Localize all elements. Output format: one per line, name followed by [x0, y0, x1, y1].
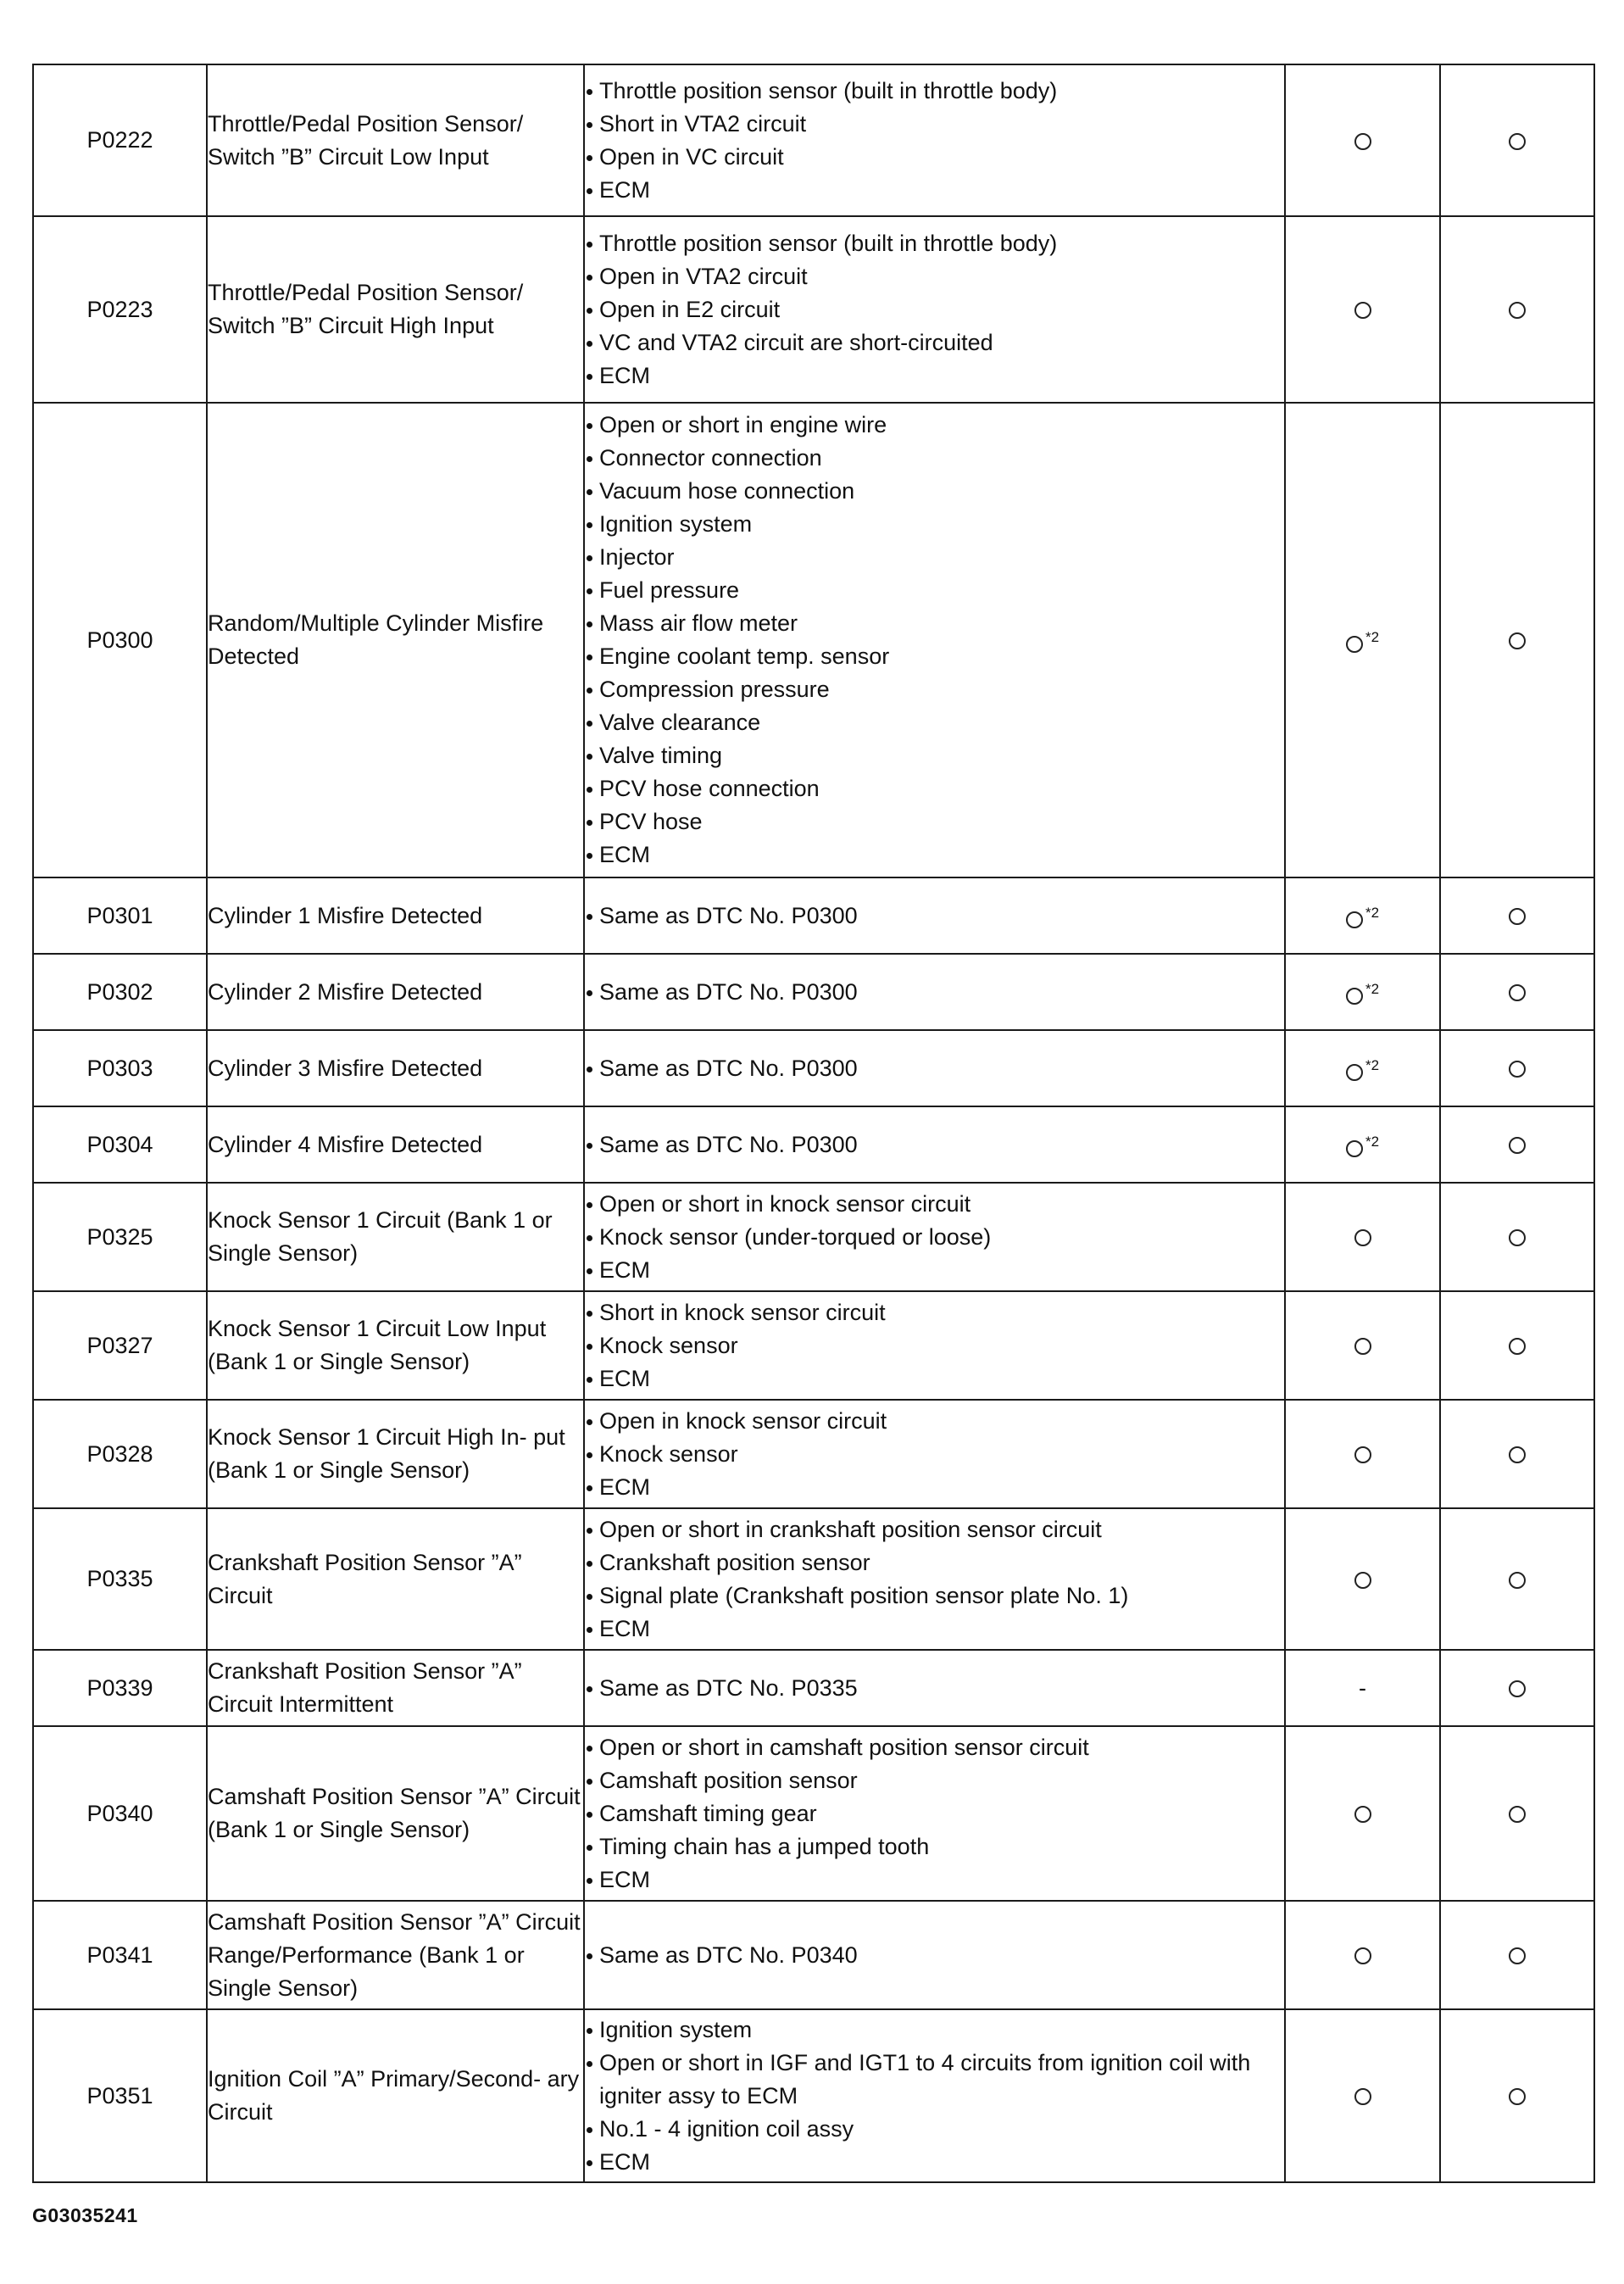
trouble-area-item: Open or short in camshaft position sensor circuit: [585, 1731, 1284, 1764]
trouble-area-item: Open in E2 circuit: [585, 293, 1284, 326]
circle-icon: [1354, 1229, 1371, 1246]
trouble-area-item: Valve timing: [585, 739, 1284, 772]
trouble-area-item: Knock sensor: [585, 1438, 1284, 1471]
table-row: [33, 64, 1594, 216]
dtc-code: P0301: [33, 877, 207, 954]
circle-icon: [1509, 984, 1526, 1001]
trouble-area-item: Short in knock sensor circuit: [585, 1296, 1284, 1329]
trouble-area: [584, 216, 1285, 403]
circle-icon: [1354, 302, 1371, 319]
footnote-mark: *2: [1365, 1057, 1380, 1073]
detection-item: Camshaft Position Sensor ”A” Circuit Range/Performance (Bank 1 or Single Sensor): [207, 1901, 584, 2009]
memory-indicator: [1440, 2009, 1594, 2182]
table-row: [33, 1183, 1594, 1291]
dtc-code: P0341: [33, 1901, 207, 2009]
memory-indicator: [1440, 1901, 1594, 2009]
circle-icon: [1509, 1806, 1526, 1823]
circle-icon: [1346, 636, 1363, 653]
trouble-area-item: Fuel pressure: [585, 574, 1284, 607]
trouble-area-item: Timing chain has a jumped tooth: [585, 1830, 1284, 1863]
trouble-area: [584, 1650, 1285, 1726]
dash-mark: -: [1359, 1674, 1366, 1701]
trouble-area-item: PCV hose connection: [585, 772, 1284, 805]
mil-indicator: [1285, 1030, 1440, 1106]
mil-indicator: [1285, 1650, 1440, 1726]
circle-icon: [1509, 1680, 1526, 1697]
trouble-area-item: Same as DTC No. P0340: [585, 1939, 1284, 1972]
detection-item: Throttle/Pedal Position Sensor/ Switch ”B” Circuit High Input: [207, 216, 584, 403]
mil-indicator: [1285, 877, 1440, 954]
trouble-area: [584, 1183, 1285, 1291]
trouble-area-item: ECM: [585, 1471, 1284, 1504]
trouble-area-item: ECM: [585, 2146, 1284, 2179]
dtc-code: P0325: [33, 1183, 207, 1291]
trouble-area: [584, 1726, 1285, 1901]
mil-indicator: [1285, 954, 1440, 1030]
memory-indicator: [1440, 1508, 1594, 1650]
trouble-area-item: VC and VTA2 circuit are short-circuited: [585, 326, 1284, 359]
circle-icon: [1354, 2088, 1371, 2105]
footnote-mark: *2: [1365, 1134, 1380, 1150]
mil-indicator: [1285, 1901, 1440, 2009]
detection-item: Camshaft Position Sensor ”A” Circuit (Bank 1 or Single Sensor): [207, 1726, 584, 1901]
trouble-area-item: ECM: [585, 1362, 1284, 1395]
trouble-area-item: Throttle position sensor (built in throttle body): [585, 75, 1284, 108]
trouble-area-item: Compression pressure: [585, 673, 1284, 706]
mil-indicator: [1285, 403, 1440, 877]
memory-indicator: [1440, 216, 1594, 403]
trouble-area: [584, 64, 1285, 216]
circle-icon: [1354, 1572, 1371, 1589]
circle-icon: [1509, 1338, 1526, 1355]
footnote-mark: *2: [1365, 629, 1380, 645]
circle-icon: [1346, 988, 1363, 1005]
table-row: [33, 1106, 1594, 1183]
mil-indicator: [1285, 1106, 1440, 1183]
memory-indicator: [1440, 403, 1594, 877]
detection-item: Crankshaft Position Sensor ”A” Circuit Intermittent: [207, 1650, 584, 1726]
figure-id: G03035241: [32, 2204, 138, 2226]
trouble-area-item: Injector: [585, 541, 1284, 574]
trouble-area-item: Open in VC circuit: [585, 141, 1284, 174]
mil-indicator: [1285, 2009, 1440, 2182]
circle-icon: [1354, 1947, 1371, 1964]
trouble-area-item: Camshaft position sensor: [585, 1764, 1284, 1797]
circle-icon: [1509, 302, 1526, 319]
trouble-area-item: Mass air flow meter: [585, 607, 1284, 640]
dtc-code: P0328: [33, 1400, 207, 1508]
table-row: [33, 1030, 1594, 1106]
trouble-area-item: ECM: [585, 1254, 1284, 1287]
footnote-mark: *2: [1365, 981, 1380, 997]
mil-indicator: [1285, 1726, 1440, 1901]
trouble-area-item: Same as DTC No. P0300: [585, 976, 1284, 1009]
circle-icon: [1509, 1446, 1526, 1463]
trouble-area: [584, 403, 1285, 877]
trouble-area-item: Same as DTC No. P0300: [585, 1128, 1284, 1161]
mil-indicator: [1285, 1400, 1440, 1508]
circle-icon: [1354, 1446, 1371, 1463]
trouble-area-item: ECM: [585, 838, 1284, 872]
table-row: [33, 403, 1594, 877]
circle-icon: [1509, 908, 1526, 925]
trouble-area-item: Knock sensor (under-torqued or loose): [585, 1221, 1284, 1254]
mil-indicator: [1285, 1291, 1440, 1400]
dtc-table: [32, 64, 1595, 2183]
dtc-code: P0302: [33, 954, 207, 1030]
detection-item: Knock Sensor 1 Circuit Low Input (Bank 1 or Single Sensor): [207, 1291, 584, 1400]
table-row: [33, 2009, 1594, 2182]
trouble-area-item: Open in VTA2 circuit: [585, 260, 1284, 293]
trouble-area-item: Same as DTC No. P0300: [585, 900, 1284, 933]
memory-indicator: [1440, 1726, 1594, 1901]
table-row: [33, 1726, 1594, 1901]
trouble-area-item: Short in VTA2 circuit: [585, 108, 1284, 141]
table-row: [33, 216, 1594, 403]
detection-item: Ignition Coil ”A” Primary/Second- ary Circuit: [207, 2009, 584, 2182]
table-row: [33, 1508, 1594, 1650]
table-row: [33, 877, 1594, 954]
mil-indicator: [1285, 1508, 1440, 1650]
table-row: [33, 954, 1594, 1030]
circle-icon: [1509, 1229, 1526, 1246]
memory-indicator: [1440, 954, 1594, 1030]
memory-indicator: [1440, 1106, 1594, 1183]
memory-indicator: [1440, 1650, 1594, 1726]
memory-indicator: [1440, 1291, 1594, 1400]
dtc-code: P0222: [33, 64, 207, 216]
trouble-area-item: Valve clearance: [585, 706, 1284, 739]
table-row: [33, 1901, 1594, 2009]
trouble-area-item: PCV hose: [585, 805, 1284, 838]
detection-item: Cylinder 2 Misfire Detected: [207, 954, 584, 1030]
circle-icon: [1509, 1137, 1526, 1154]
trouble-area-item: No.1 - 4 ignition coil assy: [585, 2113, 1284, 2146]
memory-indicator: [1440, 1030, 1594, 1106]
trouble-area-item: Knock sensor: [585, 1329, 1284, 1362]
table-row: [33, 1291, 1594, 1400]
detection-item: Cylinder 3 Misfire Detected: [207, 1030, 584, 1106]
trouble-area-item: ECM: [585, 1613, 1284, 1646]
circle-icon: [1509, 1572, 1526, 1589]
trouble-area-item: Signal plate (Crankshaft position sensor plate No. 1): [585, 1579, 1284, 1613]
memory-indicator: [1440, 1400, 1594, 1508]
circle-icon: [1354, 1806, 1371, 1823]
detection-item: Cylinder 1 Misfire Detected: [207, 877, 584, 954]
table-row: [33, 1650, 1594, 1726]
detection-item: Knock Sensor 1 Circuit High In- put (Bank 1 or Single Sensor): [207, 1400, 584, 1508]
detection-item: Cylinder 4 Misfire Detected: [207, 1106, 584, 1183]
dtc-code: P0327: [33, 1291, 207, 1400]
trouble-area-item: Ignition system: [585, 2014, 1284, 2047]
trouble-area-item: Crankshaft position sensor: [585, 1546, 1284, 1579]
detection-item: Random/Multiple Cylinder Misfire Detected: [207, 403, 584, 877]
circle-icon: [1346, 1064, 1363, 1081]
trouble-area-item: Vacuum hose connection: [585, 475, 1284, 508]
circle-icon: [1509, 632, 1526, 649]
dtc-code: P0339: [33, 1650, 207, 1726]
trouble-area-item: Same as DTC No. P0300: [585, 1052, 1284, 1085]
circle-icon: [1509, 1947, 1526, 1964]
memory-indicator: [1440, 64, 1594, 216]
circle-icon: [1354, 1338, 1371, 1355]
trouble-area: [584, 1030, 1285, 1106]
trouble-area: [584, 1400, 1285, 1508]
trouble-area-item: Ignition system: [585, 508, 1284, 541]
trouble-area-item: Open or short in IGF and IGT1 to 4 circuits from ignition coil with igniter assy to ECM: [585, 2047, 1284, 2113]
trouble-area-item: Open in knock sensor circuit: [585, 1405, 1284, 1438]
trouble-area: [584, 1901, 1285, 2009]
dtc-code: P0340: [33, 1726, 207, 1901]
table-row: [33, 1400, 1594, 1508]
trouble-area-item: Same as DTC No. P0335: [585, 1672, 1284, 1705]
trouble-area-item: Throttle position sensor (built in throttle body): [585, 227, 1284, 260]
trouble-area-item: Engine coolant temp. sensor: [585, 640, 1284, 673]
mil-indicator: [1285, 1183, 1440, 1291]
circle-icon: [1346, 911, 1363, 928]
circle-icon: [1509, 2088, 1526, 2105]
dtc-code: P0303: [33, 1030, 207, 1106]
circle-icon: [1354, 133, 1371, 150]
detection-item: Knock Sensor 1 Circuit (Bank 1 or Single Sensor): [207, 1183, 584, 1291]
dtc-code: P0351: [33, 2009, 207, 2182]
footnote-mark: *2: [1365, 905, 1380, 921]
dtc-code: P0335: [33, 1508, 207, 1650]
dtc-code: P0300: [33, 403, 207, 877]
memory-indicator: [1440, 877, 1594, 954]
trouble-area: [584, 954, 1285, 1030]
circle-icon: [1509, 1061, 1526, 1078]
mil-indicator: [1285, 216, 1440, 403]
trouble-area-item: Open or short in knock sensor circuit: [585, 1188, 1284, 1221]
trouble-area-item: Camshaft timing gear: [585, 1797, 1284, 1830]
trouble-area-item: Connector connection: [585, 442, 1284, 475]
trouble-area-item: ECM: [585, 1863, 1284, 1897]
trouble-area: [584, 2009, 1285, 2182]
detection-item: Crankshaft Position Sensor ”A” Circuit: [207, 1508, 584, 1650]
trouble-area: [584, 1508, 1285, 1650]
detection-item: Throttle/Pedal Position Sensor/ Switch ”B” Circuit Low Input: [207, 64, 584, 216]
trouble-area-item: ECM: [585, 174, 1284, 207]
mil-indicator: [1285, 64, 1440, 216]
circle-icon: [1346, 1140, 1363, 1157]
trouble-area-item: ECM: [585, 359, 1284, 393]
dtc-code: P0304: [33, 1106, 207, 1183]
trouble-area: [584, 1291, 1285, 1400]
dtc-code: P0223: [33, 216, 207, 403]
memory-indicator: [1440, 1183, 1594, 1291]
trouble-area-item: Open or short in engine wire: [585, 409, 1284, 442]
trouble-area: [584, 877, 1285, 954]
trouble-area-item: Open or short in crankshaft position sensor circuit: [585, 1513, 1284, 1546]
trouble-area: [584, 1106, 1285, 1183]
circle-icon: [1509, 133, 1526, 150]
